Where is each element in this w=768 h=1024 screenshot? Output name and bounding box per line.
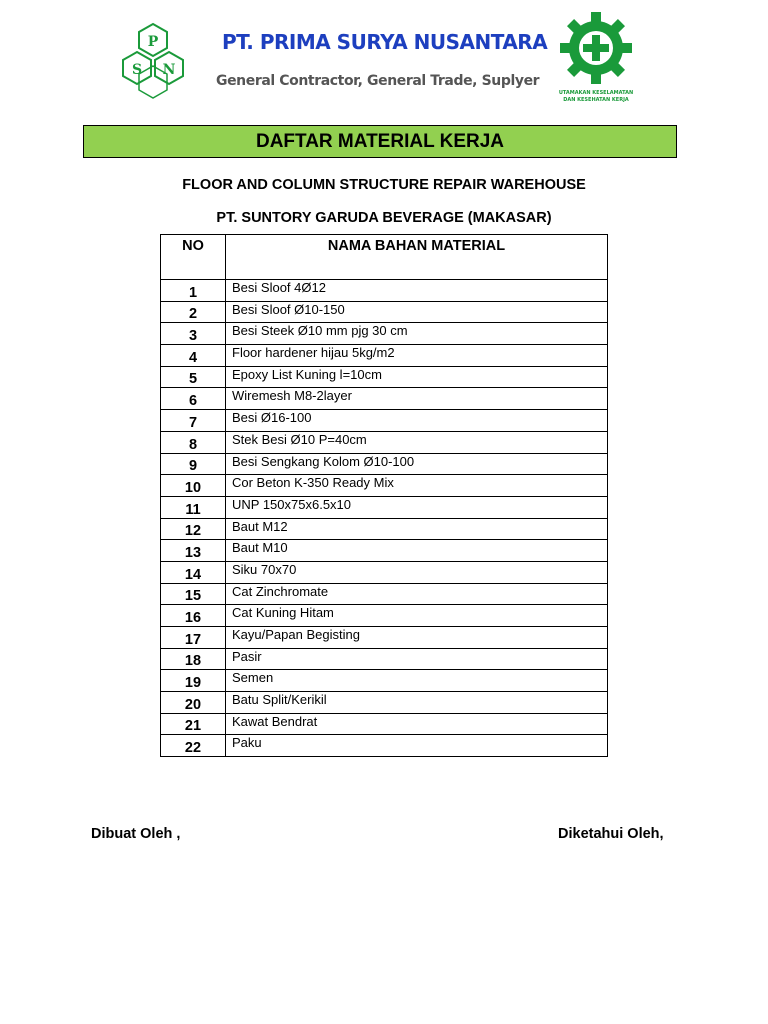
table-row [161,366,608,388]
row-number: 21 [161,713,226,735]
row-number: 1 [161,280,226,302]
row-number: 13 [161,540,226,562]
row-number: 10 [161,475,226,497]
document-title: DAFTAR MATERIAL KERJA [83,125,677,158]
material-name: Kawat Bendrat [226,713,608,735]
client-name: PT. SUNTORY GARUDA BEVERAGE (MAKASAR) [216,210,552,226]
row-number: 6 [161,388,226,410]
logo-letter-n: N [162,62,176,78]
table-row [161,301,608,323]
table-row [161,345,608,367]
material-name: Cat Kuning Hitam [226,605,608,627]
table-row [161,453,608,475]
table-row [161,540,608,562]
row-number: 5 [161,366,226,388]
material-name: Besi Sloof Ø10-150 [226,301,608,323]
table-row [161,496,608,518]
table-row [161,670,608,692]
project-title: FLOOR AND COLUMN STRUCTURE REPAIR WAREHOUSE [182,177,586,193]
material-name: Stek Besi Ø10 P=40cm [226,431,608,453]
material-name: Besi Steek Ø10 mm pjg 30 cm [226,323,608,345]
k3-safety-logo-icon [556,12,636,104]
column-header-material: NAMA BAHAN MATERIAL [226,235,608,280]
row-number: 17 [161,627,226,649]
table-row [161,605,608,627]
material-name: Batu Split/Kerikil [226,692,608,714]
table-row [161,410,608,432]
table-row [161,323,608,345]
company-name: PT. PRIMA SURYA NUSANTARA [222,30,548,54]
material-name: Cat Zinchromate [226,583,608,605]
material-name: Besi Ø16-100 [226,410,608,432]
prepared-by-label: Dibuat Oleh , [91,826,181,842]
material-name: Epoxy List Kuning l=10cm [226,366,608,388]
row-number: 19 [161,670,226,692]
company-tagline: General Contractor, General Trade, Suplyer [216,73,540,89]
row-number: 7 [161,410,226,432]
row-number: 14 [161,561,226,583]
row-number: 22 [161,735,226,757]
row-number: 15 [161,583,226,605]
table-row [161,735,608,757]
row-number: 18 [161,648,226,670]
table-row [161,692,608,714]
logo-letter-s: S [131,62,143,78]
table-header-row [161,235,608,280]
material-name: Paku [226,735,608,757]
material-name: Baut M12 [226,518,608,540]
material-name: Baut M10 [226,540,608,562]
psn-logo-icon [120,22,186,100]
row-number: 20 [161,692,226,714]
row-number: 11 [161,496,226,518]
letterhead [0,0,768,115]
table-row [161,627,608,649]
table-row [161,518,608,540]
row-number: 12 [161,518,226,540]
logo-letter-p: P [147,34,159,50]
row-number: 4 [161,345,226,367]
table-row [161,561,608,583]
row-number: 8 [161,431,226,453]
k3-caption-line1: UTAMAKAN KESELAMATAN [558,90,634,96]
material-name: Semen [226,670,608,692]
k3-caption-line2: DAN KESEHATAN KERJA [563,97,629,103]
material-table [160,234,608,757]
table-row [161,475,608,497]
acknowledged-by-label: Diketahui Oleh, [558,826,664,842]
material-name: Wiremesh M8-2layer [226,388,608,410]
material-name: Cor Beton K-350 Ready Mix [226,475,608,497]
material-name: UNP 150x75x6.5x10 [226,496,608,518]
material-name: Floor hardener hijau 5kg/m2 [226,345,608,367]
table-row [161,713,608,735]
row-number: 2 [161,301,226,323]
material-name: Siku 70x70 [226,561,608,583]
column-header-no: NO [161,235,226,280]
row-number: 9 [161,453,226,475]
table-row [161,648,608,670]
table-row [161,583,608,605]
material-name: Pasir [226,648,608,670]
table-row [161,280,608,302]
table-row [161,388,608,410]
material-name: Besi Sengkang Kolom Ø10-100 [226,453,608,475]
material-name: Kayu/Papan Begisting [226,627,608,649]
material-name: Besi Sloof 4Ø12 [226,280,608,302]
row-number: 3 [161,323,226,345]
table-row [161,431,608,453]
row-number: 16 [161,605,226,627]
